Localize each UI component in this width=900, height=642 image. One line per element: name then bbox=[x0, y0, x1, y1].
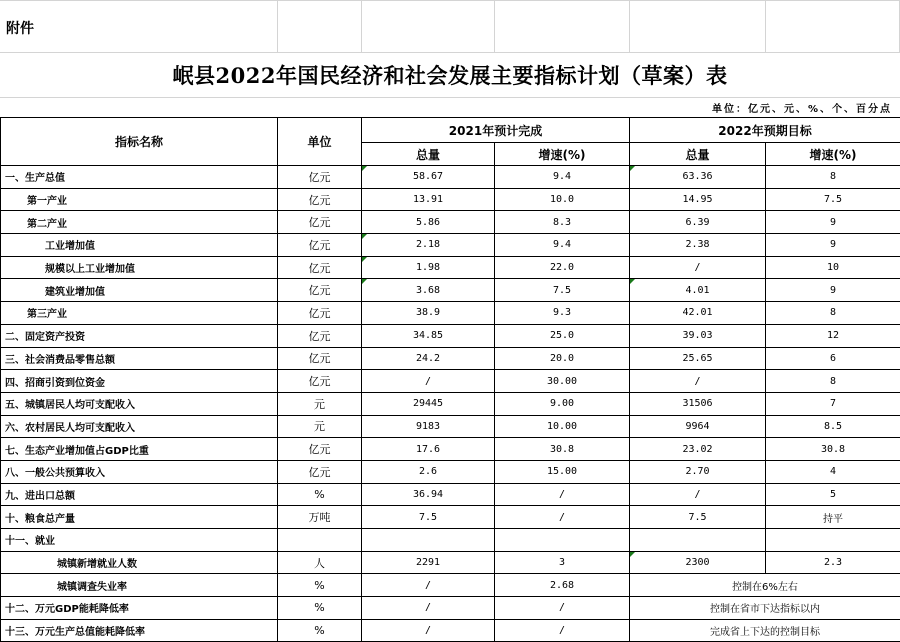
unit-cell: 亿元 bbox=[278, 347, 362, 370]
table-row bbox=[1, 324, 900, 347]
table-row bbox=[1, 279, 900, 302]
unit-cell: 亿元 bbox=[278, 188, 362, 211]
indicator-name-cell: 二、固定资产投资 bbox=[1, 324, 278, 347]
header-2022-total: 总量 bbox=[630, 143, 766, 166]
total-2022-cell: 14.95 bbox=[630, 188, 766, 211]
total-2022-cell: 7.5 bbox=[630, 506, 766, 529]
growth-2022-cell: 8.5 bbox=[766, 415, 900, 438]
unit-cell: 亿元 bbox=[278, 211, 362, 234]
table-row bbox=[1, 302, 900, 325]
unit-cell: 元 bbox=[278, 415, 362, 438]
indicator-name-cell: 第一产业 bbox=[1, 188, 278, 211]
unit-cell: % bbox=[278, 619, 362, 642]
top-grid-area bbox=[0, 0, 900, 53]
growth-2021-cell: 15.00 bbox=[495, 460, 630, 483]
growth-2022-cell: 10 bbox=[766, 256, 900, 279]
growth-2021-cell: 10.0 bbox=[495, 188, 630, 211]
growth-2021-cell: 8.3 bbox=[495, 211, 630, 234]
indicator-name-cell: 九、进出口总额 bbox=[1, 483, 278, 506]
total-2021-cell: 2.18 bbox=[362, 234, 495, 257]
growth-2022-cell: 8 bbox=[766, 166, 900, 189]
total-2022-cell: 2300 bbox=[630, 551, 766, 574]
growth-2021-cell: 9.00 bbox=[495, 392, 630, 415]
total-2022-cell: 6.39 bbox=[630, 211, 766, 234]
growth-2021-cell: 9.4 bbox=[495, 234, 630, 257]
table-row bbox=[1, 551, 900, 574]
growth-2021-cell: 9.3 bbox=[495, 302, 630, 325]
indicator-name-cell: 建筑业增加值 bbox=[1, 279, 278, 302]
indicator-name-cell: 城镇调查失业率 bbox=[1, 574, 278, 597]
growth-2022-cell: 持平 bbox=[766, 506, 900, 529]
total-2021-cell: 1.98 bbox=[362, 256, 495, 279]
table-row bbox=[1, 438, 900, 461]
growth-2021-cell bbox=[495, 529, 630, 552]
growth-2021-cell: 3 bbox=[495, 551, 630, 574]
total-2022-cell: 63.36 bbox=[630, 166, 766, 189]
table-row bbox=[1, 370, 900, 393]
header-2022: 2022年预期目标 bbox=[630, 118, 900, 143]
table-row bbox=[1, 529, 900, 552]
total-2021-cell bbox=[362, 529, 495, 552]
total-2022-cell: / bbox=[630, 483, 766, 506]
total-2021-cell: 3.68 bbox=[362, 279, 495, 302]
target-2022-merged-cell: 完成省上下达的控制目标 bbox=[630, 619, 900, 642]
table-row bbox=[1, 392, 900, 415]
growth-2021-cell: 7.5 bbox=[495, 279, 630, 302]
total-2021-cell: / bbox=[362, 574, 495, 597]
header-2022-growth: 增速(%) bbox=[766, 143, 900, 166]
growth-2022-cell: 5 bbox=[766, 483, 900, 506]
table-row bbox=[1, 211, 900, 234]
growth-2021-cell: 25.0 bbox=[495, 324, 630, 347]
total-2021-cell: 2291 bbox=[362, 551, 495, 574]
total-2021-cell: 13.91 bbox=[362, 188, 495, 211]
growth-2021-cell: 30.8 bbox=[495, 438, 630, 461]
indicator-name-cell: 第二产业 bbox=[1, 211, 278, 234]
total-2021-cell: 7.5 bbox=[362, 506, 495, 529]
unit-cell: 亿元 bbox=[278, 460, 362, 483]
total-2021-cell: 2.6 bbox=[362, 460, 495, 483]
indicator-name-cell: 六、农村居民人均可支配收入 bbox=[1, 415, 278, 438]
total-2022-cell: 2.38 bbox=[630, 234, 766, 257]
unit-cell: 元 bbox=[278, 392, 362, 415]
growth-2021-cell: 30.00 bbox=[495, 370, 630, 393]
total-2022-cell: 4.01 bbox=[630, 279, 766, 302]
growth-2021-cell: 20.0 bbox=[495, 347, 630, 370]
growth-2022-cell: 30.8 bbox=[766, 438, 900, 461]
total-2021-cell: 38.9 bbox=[362, 302, 495, 325]
growth-2022-cell: 8 bbox=[766, 370, 900, 393]
indicator-name-cell: 工业增加值 bbox=[1, 234, 278, 257]
table-row bbox=[1, 506, 900, 529]
indicator-name-cell: 四、招商引资到位资金 bbox=[1, 370, 278, 393]
unit-cell: 亿元 bbox=[278, 324, 362, 347]
growth-2021-cell: / bbox=[495, 597, 630, 620]
unit-cell: 亿元 bbox=[278, 438, 362, 461]
total-2022-cell: 39.03 bbox=[630, 324, 766, 347]
page-title: 岷县2022年国民经济和社会发展主要指标计划（草案）表 bbox=[0, 56, 900, 96]
total-2021-cell: / bbox=[362, 619, 495, 642]
growth-2022-cell: 7 bbox=[766, 392, 900, 415]
growth-2021-cell: / bbox=[495, 483, 630, 506]
total-2022-cell: 42.01 bbox=[630, 302, 766, 325]
unit-note: 单位：亿元、元、%、个、百分点 bbox=[712, 100, 892, 115]
header-2021: 2021年预计完成 bbox=[362, 118, 630, 143]
unit-cell: 人 bbox=[278, 551, 362, 574]
unit-cell: 亿元 bbox=[278, 370, 362, 393]
growth-2021-cell: 10.00 bbox=[495, 415, 630, 438]
indicator-name-cell: 十一、就业 bbox=[1, 529, 278, 552]
unit-cell: % bbox=[278, 574, 362, 597]
table-row bbox=[1, 234, 900, 257]
growth-2022-cell: 8 bbox=[766, 302, 900, 325]
indicator-name-cell: 五、城镇居民人均可支配收入 bbox=[1, 392, 278, 415]
indicator-name-cell: 十二、万元GDP能耗降低率 bbox=[1, 597, 278, 620]
total-2022-cell: / bbox=[630, 370, 766, 393]
indicator-name-cell: 十、粮食总产量 bbox=[1, 506, 278, 529]
unit-cell: % bbox=[278, 483, 362, 506]
total-2021-cell: 58.67 bbox=[362, 166, 495, 189]
total-2021-cell: 34.85 bbox=[362, 324, 495, 347]
table-row bbox=[1, 483, 900, 506]
table-row bbox=[1, 619, 900, 642]
unit-cell: 万吨 bbox=[278, 506, 362, 529]
unit-cell: 亿元 bbox=[278, 302, 362, 325]
total-2021-cell: 36.94 bbox=[362, 483, 495, 506]
total-2021-cell: / bbox=[362, 370, 495, 393]
indicator-name-cell: 城镇新增就业人数 bbox=[1, 551, 278, 574]
table-row bbox=[1, 460, 900, 483]
unit-cell: 亿元 bbox=[278, 166, 362, 189]
table-row bbox=[1, 188, 900, 211]
growth-2022-cell: 9 bbox=[766, 211, 900, 234]
unit-cell: 亿元 bbox=[278, 234, 362, 257]
indicator-name-cell: 规模以上工业增加值 bbox=[1, 256, 278, 279]
total-2022-cell: / bbox=[630, 256, 766, 279]
table-row bbox=[1, 597, 900, 620]
header-2021-growth: 增速(%) bbox=[495, 143, 630, 166]
indicator-table bbox=[0, 117, 900, 642]
total-2022-cell: 31506 bbox=[630, 392, 766, 415]
total-2022-cell: 9964 bbox=[630, 415, 766, 438]
growth-2021-cell: 22.0 bbox=[495, 256, 630, 279]
indicator-name-cell: 八、一般公共预算收入 bbox=[1, 460, 278, 483]
indicator-name-cell: 七、生态产业增加值占GDP比重 bbox=[1, 438, 278, 461]
unit-cell: 亿元 bbox=[278, 256, 362, 279]
growth-2021-cell: / bbox=[495, 506, 630, 529]
total-2022-cell: 2.70 bbox=[630, 460, 766, 483]
divider bbox=[0, 97, 900, 98]
total-2021-cell: 24.2 bbox=[362, 347, 495, 370]
total-2022-cell: 23.02 bbox=[630, 438, 766, 461]
table-row bbox=[1, 347, 900, 370]
growth-2021-cell: 9.4 bbox=[495, 166, 630, 189]
total-2021-cell: 17.6 bbox=[362, 438, 495, 461]
unit-cell bbox=[278, 529, 362, 552]
table-row bbox=[1, 415, 900, 438]
total-2021-cell: / bbox=[362, 597, 495, 620]
indicator-name-cell: 十三、万元生产总值能耗降低率 bbox=[1, 619, 278, 642]
total-2021-cell: 29445 bbox=[362, 392, 495, 415]
attachment-label: 附件 bbox=[6, 18, 34, 38]
growth-2022-cell: 2.3 bbox=[766, 551, 900, 574]
growth-2022-cell: 6 bbox=[766, 347, 900, 370]
header-indicator-name: 指标名称 bbox=[1, 118, 278, 166]
growth-2022-cell: 12 bbox=[766, 324, 900, 347]
target-2022-merged-cell: 控制在6%左右 bbox=[630, 574, 900, 597]
total-2021-cell: 9183 bbox=[362, 415, 495, 438]
indicator-name-cell: 一、生产总值 bbox=[1, 166, 278, 189]
target-2022-merged-cell: 控制在省市下达指标以内 bbox=[630, 597, 900, 620]
unit-cell: 亿元 bbox=[278, 279, 362, 302]
growth-2022-cell: 4 bbox=[766, 460, 900, 483]
total-2022-cell: 25.65 bbox=[630, 347, 766, 370]
table-row bbox=[1, 574, 900, 597]
unit-cell: % bbox=[278, 597, 362, 620]
table-row bbox=[1, 256, 900, 279]
total-2022-cell bbox=[630, 529, 766, 552]
indicator-name-cell: 三、社会消费品零售总额 bbox=[1, 347, 278, 370]
header-2021-total: 总量 bbox=[362, 143, 495, 166]
total-2021-cell: 5.86 bbox=[362, 211, 495, 234]
header-unit: 单位 bbox=[278, 118, 362, 166]
growth-2021-cell: 2.68 bbox=[495, 574, 630, 597]
growth-2022-cell: 9 bbox=[766, 234, 900, 257]
indicator-name-cell: 第三产业 bbox=[1, 302, 278, 325]
growth-2021-cell: / bbox=[495, 619, 630, 642]
growth-2022-cell bbox=[766, 529, 900, 552]
growth-2022-cell: 9 bbox=[766, 279, 900, 302]
growth-2022-cell: 7.5 bbox=[766, 188, 900, 211]
table-row bbox=[1, 166, 900, 189]
